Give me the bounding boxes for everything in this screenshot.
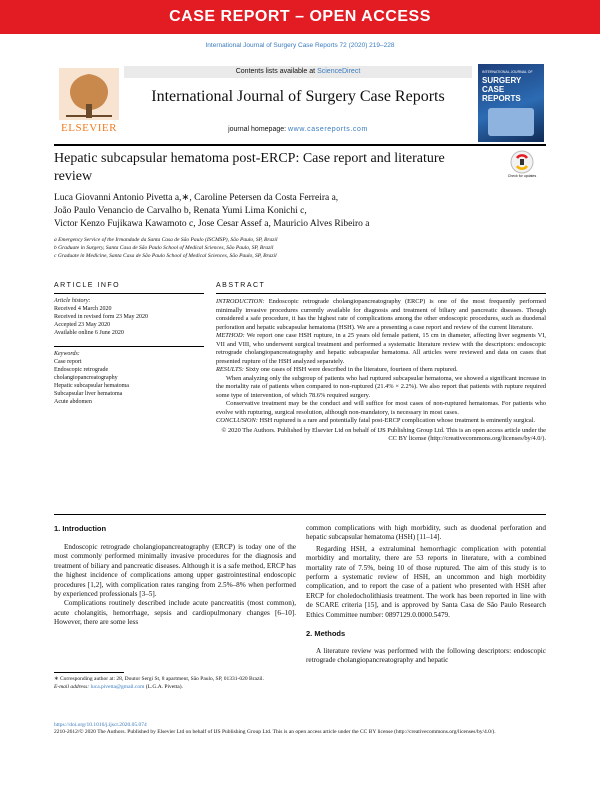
license-statement: 2210-2612/© 2020 The Authors. Published by Elsevier Ltd on behalf of IJS Publishing Group Ltd. This is an open access article under the CC BY license (http://creativecommons.org/licenses/by/4.0/). — [54, 729, 496, 735]
authors-line-2: João Paulo Venancio de Carvalho b, Renata Yumi Lima Konichi c, — [54, 206, 307, 216]
history-item: Accepted 23 May 2020 — [54, 322, 111, 328]
left-column — [54, 524, 296, 628]
cover-line-4: REPORTS — [482, 94, 521, 103]
keywords-label: Keywords: — [54, 351, 80, 357]
abstract-results-p3: Conservative treatment may be the conduct and will suffice for most cases of non-ruptured hematomas. For patients who evolve with rupturing, surgical resolution, although non-mandatory, is necessary in most cases. — [216, 400, 546, 416]
cover-image — [488, 108, 534, 136]
contents-prefix: Contents lists available at — [235, 68, 316, 75]
right-column — [306, 524, 546, 666]
abstract-body — [216, 298, 546, 444]
intro-paragraph-2: Complications routinely described include acute pancreatitis (most common), acute cholangitis, hemorrhage, sepsis and cardiopulmonary changes [6–10]. However, there are some less — [54, 599, 296, 627]
sciencedirect-link[interactable]: ScienceDirect — [317, 68, 361, 75]
doi-link[interactable]: https://doi.org/10.1016/j.ijscr.2020.05.074 — [54, 722, 147, 728]
affiliation-c: c Graduate in Medicine, Santa Casa de São Paulo School of Medical Sciences, São Paulo, SP, Brazil — [54, 253, 277, 259]
cover-line-2: SURGERY — [482, 76, 522, 85]
publisher-name: ELSEVIER — [61, 122, 117, 134]
article-info-heading: ARTICLE INFO — [54, 282, 121, 289]
header-rule — [54, 144, 546, 146]
keyword-item: Case report — [54, 359, 82, 365]
email-line — [54, 684, 292, 692]
abstract-method: We report one case HSH rupture, in a 25 years old female patient, 15 cm in diameter, affecting liver segments VI, VII and VIII, who underwent surgical treatment and performed a systematic literature review with the descriptors: endoscopic retrograde cholangiopancreatography and hepatic subcapsular hematoma. All articles were reviewed and data on cases that presented rupture of the HSH analyzed separately. — [216, 332, 546, 365]
check-badge-text: Check for updates — [507, 174, 537, 178]
conclusion-label: CONCLUSION: — [216, 417, 258, 424]
homepage-link[interactable]: www.casereports.com — [288, 126, 368, 133]
method-label: METHOD: — [216, 332, 245, 339]
abstract-results-p2: When analyzing only the subgroup of patients who had ruptured subcapsular hematoma, we showed a significant increase in the mortality rate of patients when compared to non-ruptured (21.4% × 2.2%). We also report that patients with rupture required some type of intervention, of which 78.6% required surgery. — [216, 374, 546, 399]
history-label: Article history: — [54, 298, 91, 304]
results-label: RESULTS: — [216, 366, 244, 373]
article-info-rule — [54, 293, 204, 294]
authors-line-1: Luca Giovanni Antonio Pivetta a,∗, Caroline Petersen da Costa Ferreira a, — [54, 193, 339, 203]
journal-homepage — [124, 126, 472, 133]
history-item: Received 4 March 2020 — [54, 306, 112, 312]
email-link[interactable]: luca.pivetta@gmail.com — [90, 683, 145, 690]
keywords-rule — [54, 346, 204, 347]
abstract-heading: ABSTRACT — [216, 282, 266, 289]
journal-citation[interactable]: International Journal of Surgery Case Reports 72 (2020) 219–228 — [205, 42, 395, 49]
keywords — [54, 350, 204, 406]
abstract-results: Sixty one cases of HSH were described in the literature, fourteen of them ruptured. — [245, 366, 458, 373]
keyword-item: Subcapsular liver hematoma — [54, 391, 123, 397]
check-updates-icon — [510, 150, 534, 174]
keyword-item: cholangiopancreatography — [54, 375, 118, 381]
bottom-info — [54, 722, 554, 736]
cover-line-1: INTERNATIONAL JOURNAL OF — [482, 70, 533, 74]
journal-cover — [478, 64, 544, 142]
abstract-introduction: Endoscopic retrograde cholangiopancreatography (ERCP) is one of the most frequently performed minimally invasive procedures currently available for diagnosis and treatment of biliary and pancreatic diseases. Though considered a safe procedure, it has the highest rate of complications among the other endoscopic procedures, such as duodenal perforation and hepatic subcapsular hematoma (HSH). We are a presenting a case report and review of the current literature. — [216, 298, 546, 331]
homepage-label: journal homepage: — [228, 126, 287, 133]
paper-title: Hepatic subcapsular hematoma post-ERCP: Case report and literature review — [54, 151, 445, 184]
section-2-title: 2. Methods — [306, 629, 346, 639]
section-1-title: 1. Introduction — [54, 524, 107, 533]
email-label: E-mail address: — [54, 683, 90, 690]
intro-paragraph-1: Endoscopic retrograde cholangiopancreatography (ERCP) is today one of the most commonly performed minimally invasive procedures for the diagnosis and treatment of biliary and pancreatic diseases. Although it is a safe method, ERCP has the highest incidence of complications among upper gastrointestinal endoscopic procedures [1,2], with complication rates ranging from 2.5%–8% when performed by experienced professionals [3–5]. — [54, 543, 296, 599]
affiliations — [54, 236, 534, 260]
journal-title: International Journal of Surgery Case Reports — [151, 88, 445, 105]
intro-paragraph-4: Regarding HSH, a extraluminal hemorrhagic complication with potential morbidity and mortality, there are 53 reports in literature, with a combined mortality rate of 7.5%, being 10 of those ruptured. The aim of this study is to perform a systematic review of HSH, an uncommon and high morbidity complication, and to report the case of a patient who presented with HSH after ERCP for choledocholithiasis treatment. The work has been reported in line with de SCARE criteria [15], and is approved by Santa Casa de São Paulo Research Ethics Committee number: 0897129.0.0000.5479. — [306, 544, 546, 619]
authors-line-3: Victor Kenzo Fujikawa Kawamoto c, Jose Cesar Assef a, Mauricio Alves Ribeiro a — [54, 219, 370, 229]
intro-label: INTRODUCTION: — [216, 298, 265, 305]
affiliation-a: a Emergency Service of the Irmandade da Santa Casa de São Paulo (ISCMSP), São Paulo, SP, Brazil — [54, 237, 278, 243]
abstract-conclusion: HSH ruptured is a rare and potentially fatal post-ERCP complication whose treatment is eminently surgical. — [259, 417, 536, 424]
keyword-item: Acute abdomen — [54, 399, 92, 405]
check-for-updates-badge[interactable] — [507, 150, 537, 180]
keyword-item: Hepatic subcapsular hematoma — [54, 383, 129, 389]
contents-bar — [124, 66, 472, 78]
footnotes — [54, 676, 292, 691]
history-item: Received in revised form 23 May 2020 — [54, 314, 148, 320]
affiliation-b: b Graduate in Surgery, Santa Casa de São Paulo School of Medical Sciences, São Paulo, SP, Brazil — [54, 245, 274, 251]
email-suffix: (L.G.A. Pivetta). — [145, 683, 183, 690]
cover-line-3: CASE — [482, 85, 505, 94]
methods-paragraph-1: A literature review was performed with the following descriptors: endoscopic retrograde cholangiopancreatography and hepatic — [306, 647, 546, 665]
keyword-item: Endoscopic retrograde — [54, 367, 109, 373]
footnote-rule — [54, 672, 124, 673]
intro-paragraph-3: common complications with high morbidity, such as duodenal perforation and hepatic subcapsular hematoma (HSH) [11–14]. — [306, 524, 546, 542]
elsevier-logo — [54, 66, 124, 136]
abstract-copyright: © 2020 The Authors. Published by Elsevier Ltd on behalf of IJS Publishing Group Ltd. This is an open access article under the CC BY license (http://creativecommons.org/licenses/by/4.0/). — [221, 426, 546, 442]
case-report-banner: CASE REPORT – OPEN ACCESS — [0, 0, 600, 34]
author-list — [54, 192, 524, 231]
history-item: Available online 6 June 2020 — [54, 330, 124, 336]
corresponding-author: ∗ Corresponding author at: 28, Doutor Sergi St, 8 apartment, São Paulo, SP, 01331-020 Brazil. — [54, 676, 264, 682]
abstract-rule — [216, 293, 546, 294]
abstract-end-rule — [54, 514, 546, 515]
article-history — [54, 297, 204, 337]
